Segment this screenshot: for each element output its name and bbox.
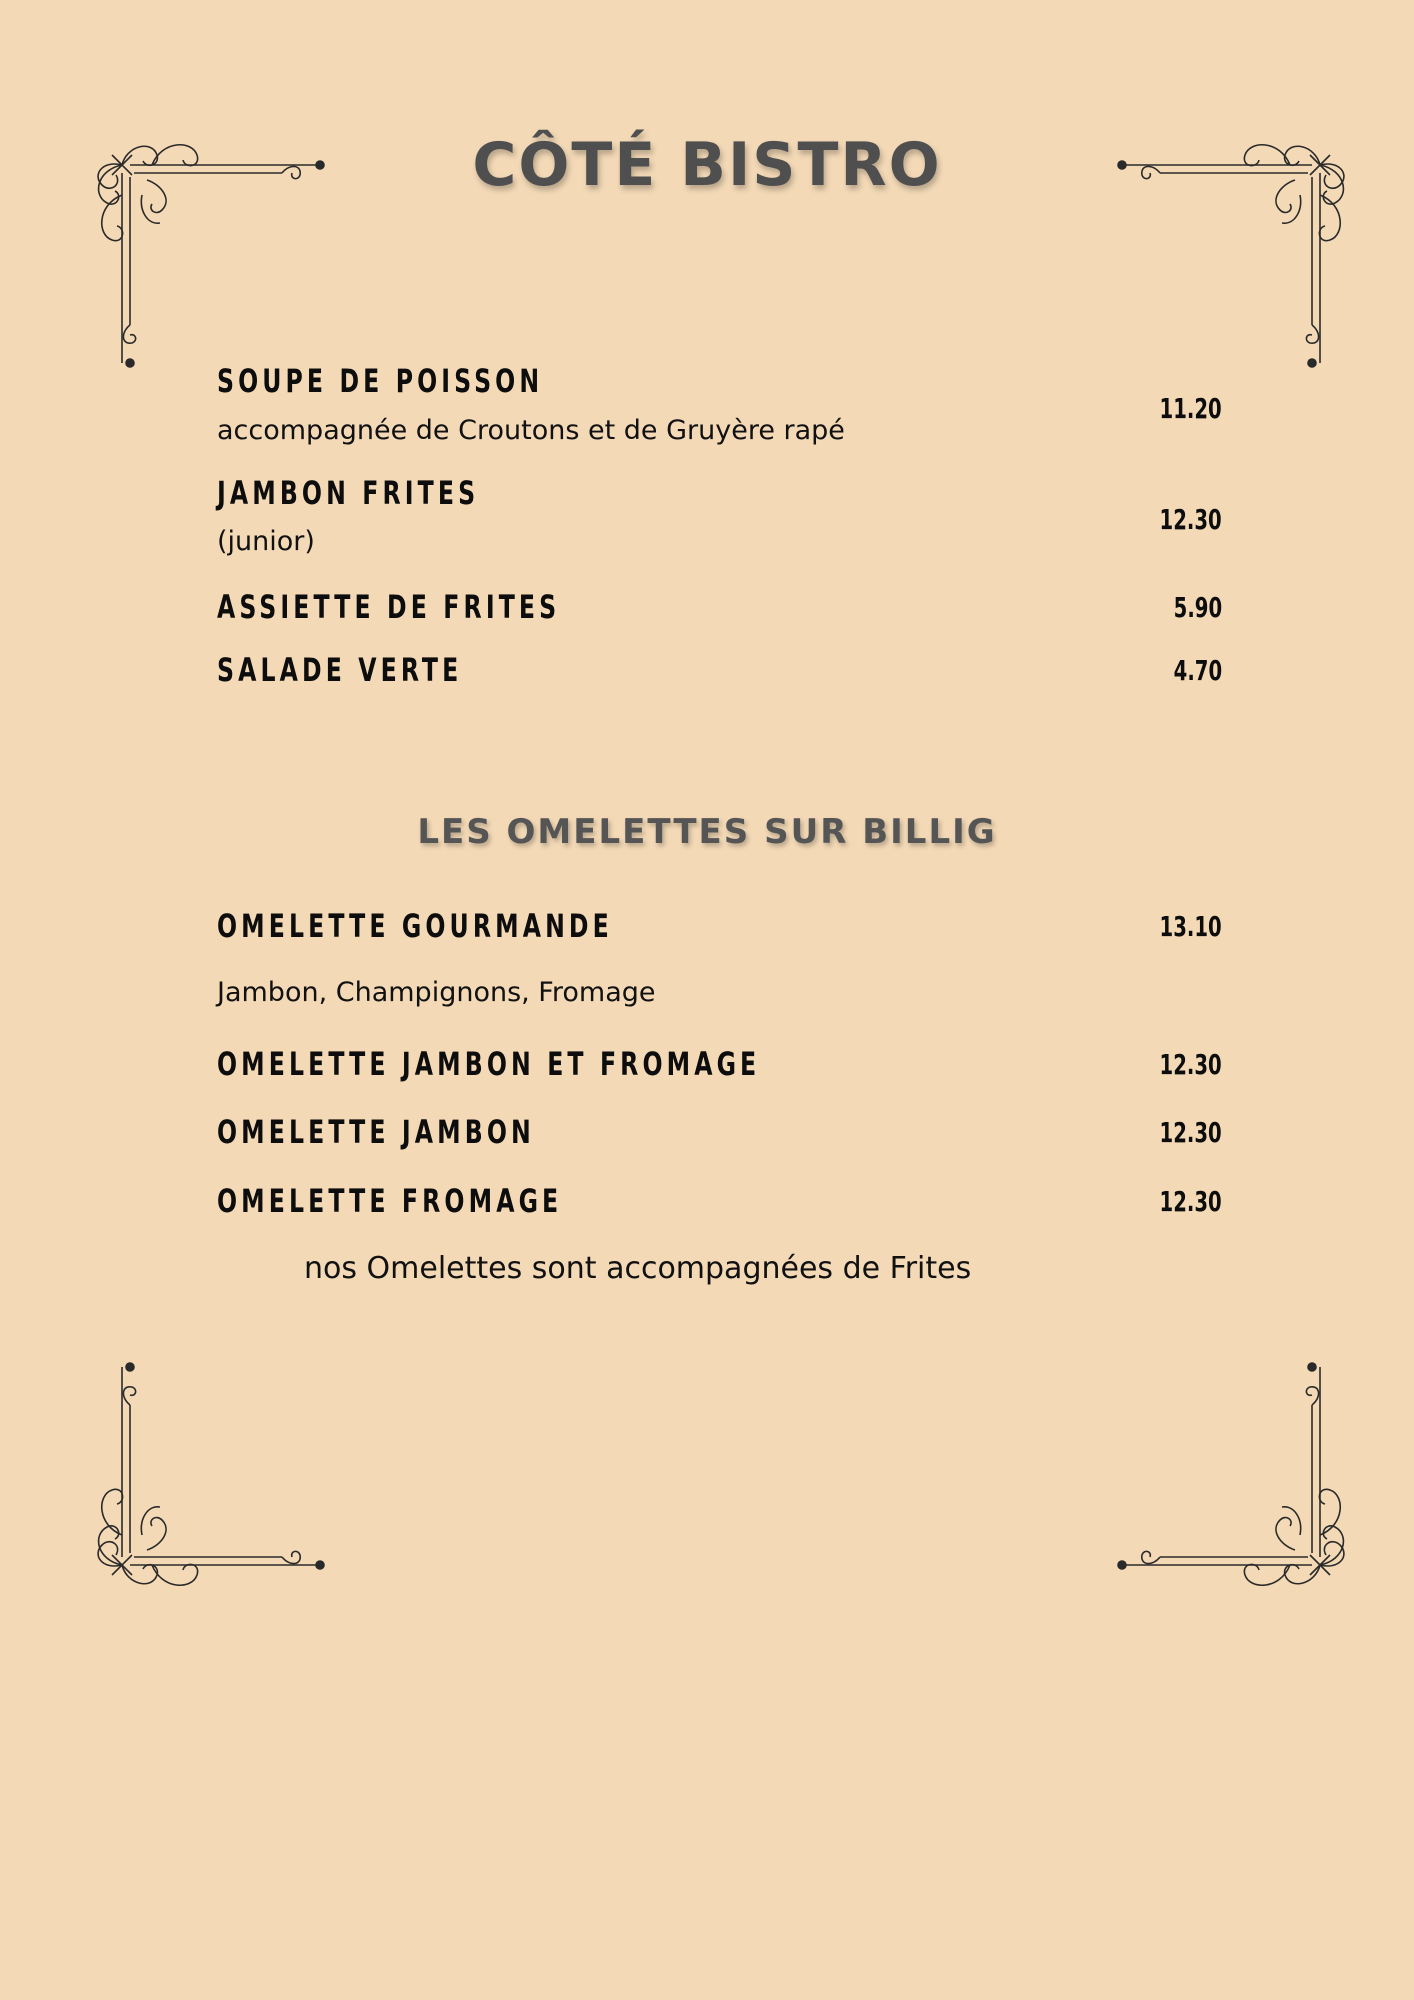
menu-item-name: OMELETTE JAMBON xyxy=(217,1113,535,1151)
menu-item-price: 13.10 xyxy=(1159,910,1222,943)
menu-item-name: SALADE VERTE xyxy=(217,651,463,689)
corner-ornament-icon xyxy=(1100,1355,1350,1595)
menu-item-price: 12.30 xyxy=(1159,1185,1222,1218)
menu-item-name: OMELETTE GOURMANDE xyxy=(217,907,613,945)
footnote: nos Omelettes sont accompagnées de Frites xyxy=(304,1251,972,1286)
menu-item-price: 12.30 xyxy=(1159,1116,1222,1149)
menu-item-description: accompagnée de Croutons et de Gruyère rapé xyxy=(217,415,845,446)
menu-item-price: 5.90 xyxy=(1173,591,1222,624)
menu-item-price: 12.30 xyxy=(1159,503,1222,536)
corner-ornament-icon xyxy=(92,1355,342,1595)
menu-item-price: 4.70 xyxy=(1173,654,1222,687)
menu-item-description: Jambon, Champignons, Fromage xyxy=(217,977,656,1008)
section-title: LES OMELETTES SUR BILLIG xyxy=(417,812,997,852)
page-title: CÔTÉ BISTRO xyxy=(472,130,942,200)
menu-item-description: (junior) xyxy=(217,526,315,557)
menu-item-name: SOUPE DE POISSON xyxy=(217,362,544,400)
menu-item-name: JAMBON FRITES xyxy=(217,474,480,512)
menu-item-price: 11.20 xyxy=(1159,392,1222,425)
menu-item-price: 12.30 xyxy=(1159,1048,1222,1081)
menu-item-name: ASSIETTE DE FRITES xyxy=(217,588,561,626)
menu-item-name: OMELETTE FROMAGE xyxy=(217,1182,563,1220)
menu-item-name: OMELETTE JAMBON ET FROMAGE xyxy=(217,1045,761,1083)
